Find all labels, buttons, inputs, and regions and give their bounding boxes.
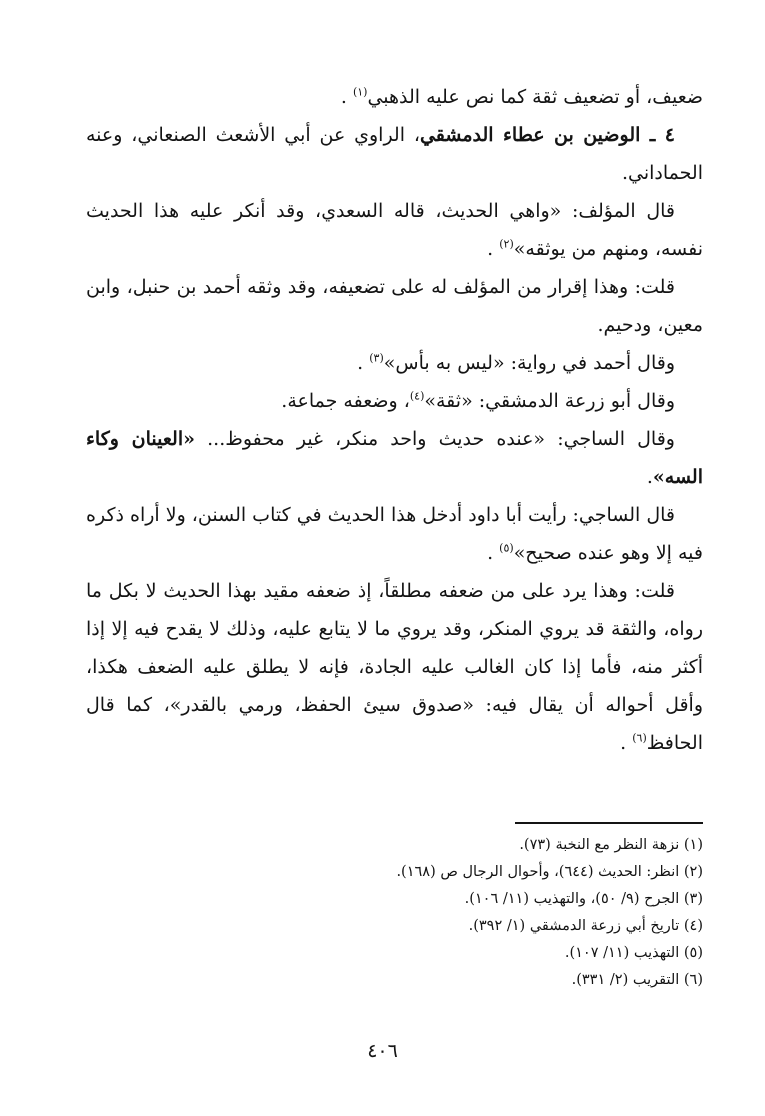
footnote-ref-1[interactable]: (١) [352,85,368,99]
paragraph-4-text: قلت: وهذا إقرار من المؤلف له على تضعيفه، وقد وثقه أحمد بن حنبل، وابن معين، ودحيم. [86,276,703,336]
paragraph-9-text: قلت: وهذا يرد على من ضعفه مطلقاً، إذ ضعفه مقيد بهذا الحديث لا بكل ما رواه، والثقة قد يروي المنكر، وقد يروي ما لا يتابع عليه، وذلك لا يقدح فيه إلا إذا أكثر منه، فأما إذا كان الغالب عليه الجادة، فإنه لا يطلق عليه الضعف هكذا، وأقل أحواله أن يقال فيه: «صدوق سيئ الحفظ، ورمي بالقدر»، كما قال الحافظ [86,580,703,754]
footnote-4: (٤) تاريخ أبي زرعة الدمشقي (١/ ٣٩٢). [468,918,703,934]
paragraph-3-text: قال المؤلف: «واهي الحديث، قاله السعدي، وقد أنكر عليه هذا الحديث نفسه، ومنهم من يوثقه» [86,200,703,260]
footnote-ref-3[interactable]: (٣) [369,351,384,365]
paragraph-9-end: . [620,732,633,754]
paragraph-2 [86,116,703,192]
footnote-5: (٥) التهذيب (١١/ ١٠٧). [564,945,703,961]
entry-heading-4: ٤ ـ الوضين بن عطاء الدمشقي [419,124,675,146]
paragraph-3 [86,192,703,268]
footnote-2: (٢) انظر: الحديث (٦٤٤)، وأحوال الرجال ص (١٦٨). [396,864,703,880]
paragraph-8 [86,496,703,572]
paragraph-8-text: قال الساجي: رأيت أبا داود أدخل هذا الحديث في كتاب السنن، ولا أراه ذكره فيه إلا وهو عنده صحيح» [86,504,703,564]
footnote-separator [515,822,703,824]
footnote-3: (٣) الجرح (٩/ ٥٠)، والتهذيب (١١/ ١٠٦). [464,891,703,907]
paragraph-7-text: وقال الساجي: «عنده حديث واحد منكر، غير محفوظ... [194,428,675,450]
paragraph-4 [86,268,703,344]
footnote-ref-6[interactable]: (٦) [632,731,647,745]
paragraph-5-end: . [357,352,370,374]
paragraph-3-end: . [487,238,500,260]
footnote-ref-2[interactable]: (٢) [499,237,514,251]
paragraph-6 [86,382,703,420]
paragraph-1-end: . [340,86,353,108]
paragraph-6-text: وقال أبو زرعة الدمشقي: «ثقة» [424,390,675,412]
paragraph-7 [86,420,703,496]
paragraph-5-text: وقال أحمد في رواية: «ليس به بأس» [383,352,675,374]
footnote-6: (٦) التقريب (٢/ ٣٣١). [571,972,703,988]
page-number: ٤٠٦ [367,1040,398,1062]
paragraph-9 [86,572,703,762]
paragraph-5 [86,344,703,382]
hadith-quote: «العينان وكاء السه» [86,428,703,488]
footnote-ref-4[interactable]: (٤) [409,389,425,403]
footnote-ref-5[interactable]: (٥) [499,541,514,555]
footnotes-list [86,832,703,994]
footnote-1: (١) نزهة النظر مع النخبة (٧٣). [519,837,703,853]
paragraph-8-end: . [487,542,500,564]
paragraph-2-text: ، الراوي عن أبي الأشعث الصنعاني، وعنه الحماداني. [86,124,703,184]
paragraph-6-end: ، وضعفه جماعة. [281,390,410,412]
paragraph-1-text: ضعيف، أو تضعيف ثقة كما نص عليه الذهبي [367,86,703,108]
paragraph-1 [86,78,703,116]
paragraph-7-end: . [646,466,653,488]
